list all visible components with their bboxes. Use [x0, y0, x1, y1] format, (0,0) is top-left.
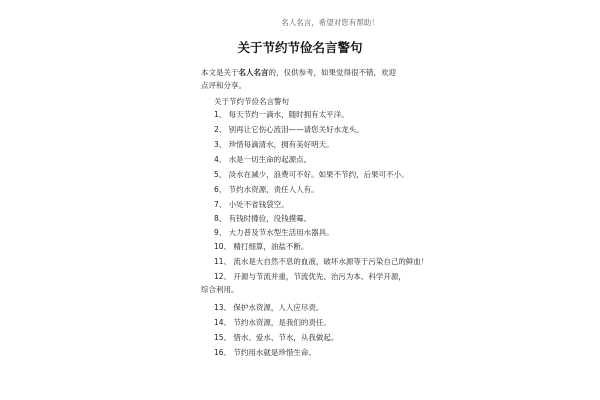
list-item: 7、 小处不省钱袋空。: [214, 200, 289, 209]
intro-suffix: 的，仅供参考，如果觉得很不错，欢迎点评和分享。: [201, 68, 396, 90]
list-item: 13、 保护水资源，人人应尽责。: [214, 303, 324, 312]
list-item: 14、 节约水资源，是我们的责任。: [214, 318, 331, 327]
list-item: 15、 惜水、爱水、节水，从我做起。: [214, 333, 339, 342]
intro-bold-keyword: 名人名言: [238, 68, 269, 77]
list-heading: 关于节约节俭名言警句: [214, 97, 289, 106]
list-item: 5、 淡水在减少，浪费可不好。如果不节约，后果可不小。: [214, 170, 409, 179]
list-item: 11、 流水是大自然不息的血液，破坏水源等于污染自己的鲜血！: [214, 257, 429, 266]
header-note: 名人名言，希望对您有帮助！: [281, 18, 379, 27]
list-item: 16、 节约用水就是珍惜生命。: [214, 348, 316, 357]
list-item: 1、 每天节约一滴水，随时拥有太平洋。: [214, 110, 349, 119]
list-item: 2、 别再让它伤心流泪——请您关好水龙头。: [214, 125, 364, 134]
intro-prefix: 本文是关于: [201, 68, 239, 77]
list-item: 9、 大力普及节水型生活用水器具。: [214, 228, 334, 237]
list-item: 3、 珍惜每滴清水，拥有美好明天。: [214, 140, 334, 149]
page-title: 关于节约节俭名言警句: [237, 40, 363, 55]
intro-paragraph: [201, 66, 401, 92]
list-item: 10、 精打细算，油盐不断。: [214, 242, 309, 251]
list-item: 4、 水是一切生命的起源点。: [214, 155, 312, 164]
list-item: 6、 节约水资源，责任人人有。: [214, 185, 319, 194]
list-item: 8、 有钱时撙俭，没钱摸霉。: [214, 214, 312, 223]
list-item: 12、 开源与节流并重，节流优先、治污为本、科学开源，综合利用。: [201, 272, 406, 294]
